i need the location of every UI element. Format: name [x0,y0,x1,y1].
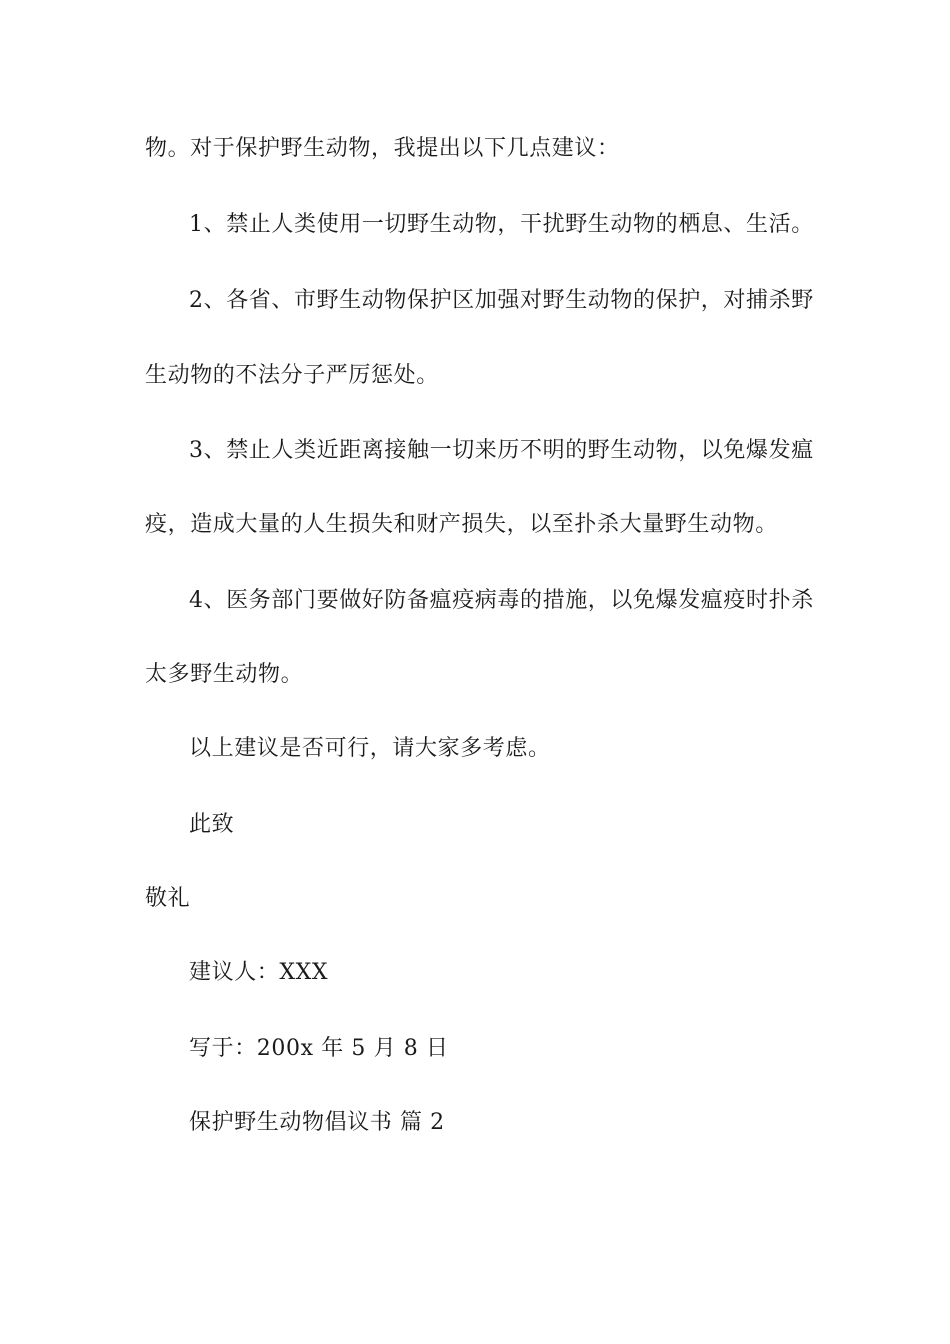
suggestion-4-line-1: 4、医务部门要做好防备瘟疫病毒的措施，以免爆发瘟疫时扑杀 [189,588,814,613]
closing-remark: 以上建议是否可行，请大家多考虑。 [189,736,551,761]
suggestion-2-line-1: 2、各省、市野生动物保护区加强对野生动物的保护，对捕杀野 [189,288,814,313]
section-heading-part-2: 保护野生动物倡议书 篇 2 [189,1110,445,1135]
suggestion-4-line-2: 太多野生动物。 [145,662,304,687]
salutation-cizhi: 此致 [189,812,235,837]
suggestion-3-line-2: 疫，造成大量的人生损失和财产损失，以至扑杀大量野生动物。 [145,512,778,537]
salutation-jingli: 敬礼 [145,886,191,911]
proposer-name: 建议人：XXX [189,960,329,985]
suggestion-1: 1、禁止人类使用一切野生动物，干扰野生动物的栖息、生活。 [189,212,814,237]
suggestion-2-line-2: 生动物的不法分子严厉惩处。 [145,363,439,388]
suggestion-3-line-1: 3、禁止人类近距离接触一切来历不明的野生动物，以免爆发瘟 [189,438,814,463]
paragraph-intro-end: 物。对于保护野生动物，我提出以下几点建议： [145,136,620,161]
written-date: 写于：200x 年 5 月 8 日 [189,1036,449,1061]
